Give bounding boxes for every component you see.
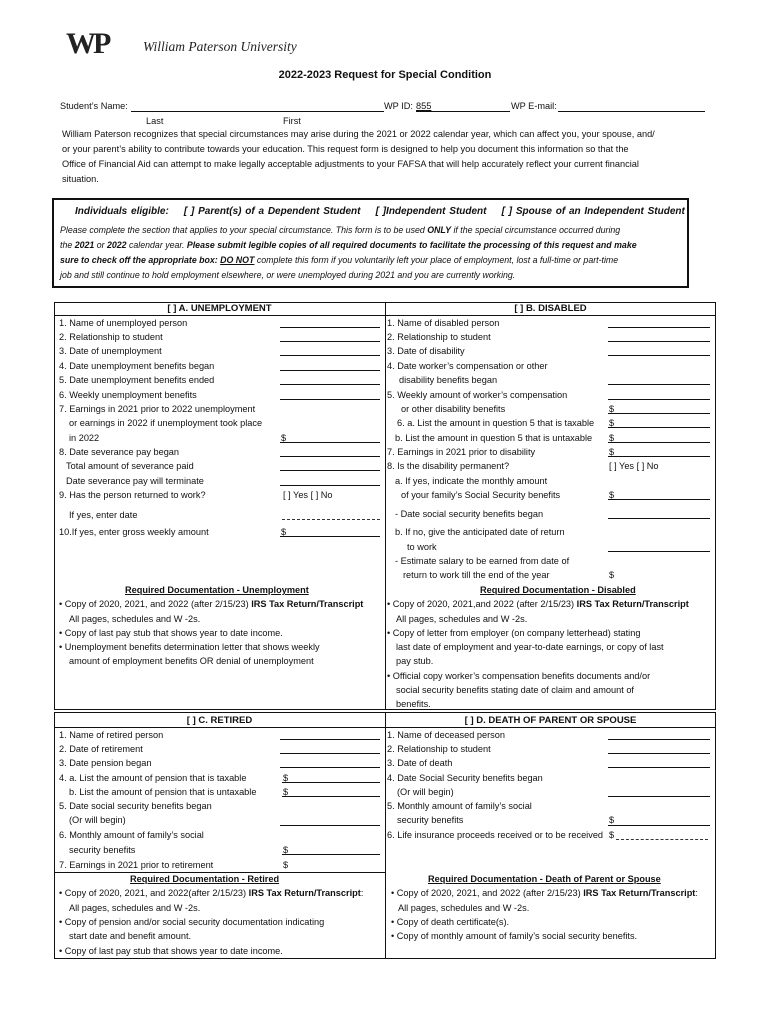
a-field-8[interactable] — [280, 456, 380, 457]
a-item-8: 8. Date severance pay began — [59, 447, 180, 457]
b-item-2: 2. Relationship to student — [387, 332, 491, 342]
b-req-4: last date of employment and year-to-date earnings, or copy of last — [396, 642, 664, 652]
c-item-4a: 4. a. List the amount of pension that is taxable — [59, 773, 247, 783]
b-dollar-8b: $ — [609, 570, 615, 580]
a-item-1: 1. Name of unemployed person — [59, 318, 188, 328]
b-item-8a3: - Date social security benefits began — [395, 509, 544, 519]
a-item-7c: in 2022 — [69, 433, 100, 443]
intro-line-4: situation. — [62, 174, 99, 184]
a-item-7b: or earnings in 2022 if unemployment took place — [69, 418, 263, 428]
b-req-1: • Copy of 2020, 2021,and 2022 (after 2/15/23) IRS Tax Return/Transcript — [387, 599, 689, 609]
section-ab-divider — [385, 302, 386, 710]
wp-logo — [66, 27, 122, 57]
b-item-7: 7. Earnings in 2021 prior to disability — [387, 447, 536, 457]
b-item-8a: a. If yes, indicate the monthly amount — [395, 476, 548, 486]
d-item-1: 1. Name of deceased person — [387, 730, 505, 740]
b-field-7[interactable] — [608, 456, 710, 457]
d-field-4[interactable] — [608, 796, 710, 797]
b-field-5[interactable] — [608, 413, 710, 414]
a-item-8b: Total amount of severance paid — [66, 461, 194, 471]
a-field-8c[interactable] — [280, 485, 380, 486]
section-c-req-rule — [54, 872, 385, 873]
b-req-5: pay stub. — [396, 656, 434, 666]
wpid-value: 855 — [416, 101, 432, 111]
a-req-5: amount of employment benefits OR denial of unemployment — [69, 656, 314, 666]
wp-logo-text: WP — [66, 27, 109, 57]
a-item-10: 10.If yes, enter gross weekly amount — [59, 527, 209, 537]
c-field-4a[interactable] — [282, 782, 380, 783]
d-item-4: 4. Date Social Security benefits began — [387, 773, 543, 783]
b-req-6: • Official copy worker’s compensation benefits documents and/or — [387, 671, 651, 681]
a-dollar-10: $ — [281, 527, 287, 537]
d-req-head: Required Documentation - Death of Parent or Spouse — [428, 874, 661, 884]
student-name-label: Student’s Name: — [60, 101, 128, 111]
d-item-2: 2. Relationship to student — [387, 744, 491, 754]
eligibility-option-parent[interactable]: [ ] Parent(s) of a Dependent Student — [183, 206, 361, 217]
b-req-3: • Copy of letter from employer (on company letterhead) stating — [387, 628, 641, 638]
a-field-10[interactable] — [280, 536, 380, 537]
a-item-5: 5. Date unemployment benefits ended — [59, 375, 215, 385]
d-item-3: 3. Date of death — [387, 758, 453, 768]
a-field-8b[interactable] — [280, 470, 380, 471]
b-item-8b3: - Estimate salary to be earned from date of — [395, 556, 570, 566]
c-dollar-6: $ — [283, 845, 289, 855]
a-req-4: • Unemployment benefits determination letter that shows weekly — [59, 642, 320, 652]
section-cd-divider — [385, 712, 386, 959]
b-field-8a3[interactable] — [608, 518, 710, 519]
c-field-2[interactable] — [280, 753, 380, 754]
last-name-caption: Last — [146, 116, 164, 126]
b-item-4b: disability benefits began — [399, 375, 498, 385]
c-item-6b: security benefits — [69, 845, 136, 855]
a-field-7[interactable] — [280, 442, 380, 443]
d-field-1[interactable] — [608, 739, 710, 740]
university-name: William Paterson University — [143, 39, 297, 54]
wpid-field[interactable] — [416, 111, 510, 112]
a-field-5[interactable] — [280, 384, 380, 385]
a-field-4[interactable] — [280, 370, 380, 371]
eligibility-line-3: sure to check off the appropriate box: DO NOT complete this form if you voluntarily left your place of employment, lost a full-time or part-time — [60, 255, 619, 265]
b-yesno-8[interactable]: [ ] Yes [ ] No — [609, 461, 659, 471]
b-field-1[interactable] — [608, 327, 710, 328]
b-item-6a: 6. a. List the amount in question 5 that is taxable — [397, 418, 595, 428]
email-field[interactable] — [558, 111, 705, 112]
a-yesno-9[interactable]: [ ] Yes [ ] No — [283, 490, 333, 500]
d-req-1: • Copy of 2020, 2021, and 2022 (after 2/15/23) IRS Tax Return/Transcript: — [391, 888, 698, 898]
eligibility-option-spouse[interactable]: [ ] Spouse of an Independent Student — [501, 206, 685, 217]
c-dollar-7: $ — [283, 860, 289, 870]
section-b-head[interactable]: [ ] B. DISABLED — [514, 303, 587, 314]
d-field-3[interactable] — [608, 767, 710, 768]
b-item-5: 5. Weekly amount of worker’s compensation — [387, 390, 568, 400]
d-dollar-5: $ — [609, 815, 615, 825]
c-req-head: Required Documentation - Retired — [130, 874, 280, 884]
b-dollar-5: $ — [609, 404, 615, 414]
c-req-5: • Copy of last pay stub that shows year to date income. — [59, 946, 283, 956]
a-item-4: 4. Date unemployment benefits began — [59, 361, 215, 371]
a-dollar-7: $ — [281, 433, 287, 443]
b-field-8b[interactable] — [608, 551, 710, 552]
d-item-5: 5. Monthly amount of family’s social — [387, 801, 532, 811]
c-item-4b: b. List the amount of pension that is untaxable — [69, 787, 257, 797]
student-name-field[interactable] — [131, 111, 384, 112]
a-field-9b[interactable] — [282, 519, 380, 520]
c-item-2: 2. Date of retirement — [59, 744, 143, 754]
b-field-6b[interactable] — [608, 442, 710, 443]
d-req-4: • Copy of monthly amount of family’s social security benefits. — [391, 931, 638, 941]
d-item-4b: (Or will begin) — [397, 787, 454, 797]
c-item-3: 3. Date pension began — [59, 758, 152, 768]
a-req-2: All pages, schedules and W -2s. — [69, 614, 201, 624]
b-item-3: 3. Date of disability — [387, 346, 465, 356]
b-item-5b: or other disability benefits — [401, 404, 506, 414]
c-req-1: • Copy of 2020, 2021, and 2022(after 2/15/23) IRS Tax Return/Transcript: — [59, 888, 364, 898]
section-c-head[interactable]: [ ] C. RETIRED — [186, 715, 253, 726]
d-field-6[interactable] — [616, 839, 708, 840]
c-req-2: All pages, schedules and W -2s. — [69, 903, 201, 913]
b-dollar-7: $ — [609, 447, 615, 457]
b-field-4[interactable] — [608, 384, 710, 385]
b-item-8b2: to work — [407, 542, 437, 552]
intro-line-3: Office of Financial Aid can attempt to make legally acceptable adjustments to your FAFSA that will help accurately reflect your current financial — [62, 159, 639, 169]
b-req-8: benefits. — [396, 699, 431, 709]
b-field-3[interactable] — [608, 355, 710, 356]
b-item-8: 8. Is the disability permanent? — [387, 461, 510, 471]
c-field-3[interactable] — [280, 767, 380, 768]
eligibility-line-2: the 2021 or 2022 calendar year. Please submit legible copies of all required documents to facilitate the processing of this request and make — [60, 240, 637, 250]
b-req-2: All pages, schedules and W -2s. — [396, 614, 528, 624]
c-req-4: start date and benefit amount. — [69, 931, 192, 941]
a-req-1: • Copy of 2020, 2021, and 2022 (after 2/15/23) IRS Tax Return/Transcript — [59, 599, 364, 609]
a-item-7: 7. Earnings in 2021 prior to 2022 unemployment — [59, 404, 256, 414]
d-req-2: All pages, schedules and W -2s. — [398, 903, 530, 913]
a-field-6[interactable] — [280, 399, 380, 400]
c-dollar-4a: $ — [283, 773, 289, 783]
b-req-7: social security benefits stating date of claim and amount of — [396, 685, 634, 695]
b-field-2[interactable] — [608, 341, 710, 342]
b-dollar-6a: $ — [609, 418, 615, 428]
eligibility-line-4: job and still continue to hold employment elsewhere, or were unemployed during 2021 and you are currently working. — [60, 270, 516, 280]
d-field-2[interactable] — [608, 753, 710, 754]
a-req-head: Required Documentation - Unemployment — [125, 585, 309, 595]
a-req-3: • Copy of last pay stub that shows year to date income. — [59, 628, 283, 638]
b-item-4: 4. Date worker’s compensation or other — [387, 361, 548, 371]
b-item-8b: b. If no, give the anticipated date of return — [395, 527, 565, 537]
b-req-head: Required Documentation - Disabled — [480, 585, 636, 595]
a-item-8c: Date severance pay will terminate — [66, 476, 204, 486]
a-item-2: 2. Relationship to student — [59, 332, 163, 342]
b-item-8b4: return to work till the end of the year — [403, 570, 550, 580]
d-dollar-6: $ — [609, 830, 615, 840]
b-item-8a2: of your family’s Social Security benefits — [401, 490, 561, 500]
a-item-9b: If yes, enter date — [69, 510, 138, 520]
c-item-7: 7. Earnings in 2021 prior to retirement — [59, 860, 214, 870]
eligibility-line-1: Please complete the section that applies to your special circumstance. This form is to be used ONLY if the special circumstance occurred during — [60, 225, 621, 235]
b-field-8a[interactable] — [608, 499, 710, 500]
c-field-4b[interactable] — [282, 796, 380, 797]
c-dollar-4b: $ — [283, 787, 289, 797]
d-req-3: • Copy of death certificate(s). — [391, 917, 510, 927]
c-field-5[interactable] — [280, 825, 380, 826]
a-field-1[interactable] — [280, 327, 380, 328]
page-title: 2022-2023 Request for Special Condition — [278, 69, 492, 81]
c-field-6[interactable] — [282, 854, 380, 855]
b-dollar-8a: $ — [609, 490, 615, 500]
wpid-label: WP ID: — [384, 101, 413, 111]
d-item-6: 6. Life insurance proceeds received or to be received — [387, 830, 604, 840]
section-d-head[interactable]: [ ] D. DEATH OF PARENT OR SPOUSE — [464, 715, 637, 726]
b-field-5a[interactable] — [608, 399, 710, 400]
intro-line-2: or your parent’s ability to contribute towards your education. This request form is designed to help you document this information so that the — [62, 144, 629, 154]
b-item-1: 1. Name of disabled person — [387, 318, 500, 328]
a-item-9: 9. Has the person returned to work? — [59, 490, 206, 500]
b-dollar-6b: $ — [609, 433, 615, 443]
c-item-5b: (Or will begin) — [69, 815, 126, 825]
eligibility-title — [75, 206, 685, 217]
email-label: WP E-mail: — [511, 101, 557, 111]
eligibility-option-independent[interactable]: [ ]Independent Student — [375, 206, 487, 217]
a-item-3: 3. Date of unemployment — [59, 346, 162, 356]
a-item-6: 6. Weekly unemployment benefits — [59, 390, 197, 400]
c-field-1[interactable] — [280, 739, 380, 740]
eligibility-label: Individuals eligible: — [75, 206, 169, 217]
section-a-head[interactable]: [ ] A. UNEMPLOYMENT — [167, 303, 272, 314]
first-name-caption: First — [283, 116, 301, 126]
c-item-1: 1. Name of retired person — [59, 730, 164, 740]
d-field-5[interactable] — [608, 825, 710, 826]
c-item-6: 6. Monthly amount of family’s social — [59, 830, 204, 840]
a-field-2[interactable] — [280, 341, 380, 342]
b-field-6a[interactable] — [608, 427, 710, 428]
b-item-6b: b. List the amount in question 5 that is untaxable — [395, 433, 593, 443]
c-item-5: 5. Date social security benefits began — [59, 801, 212, 811]
d-item-5b: security benefits — [397, 815, 464, 825]
a-field-3[interactable] — [280, 355, 380, 356]
c-req-3: • Copy of pension and/or social security documentation indicating — [59, 917, 325, 927]
intro-line-1: William Paterson recognizes that special circumstances may arise during the 2021 or 2022 calendar year, which can affect you, your spouse, and/ — [62, 129, 655, 139]
